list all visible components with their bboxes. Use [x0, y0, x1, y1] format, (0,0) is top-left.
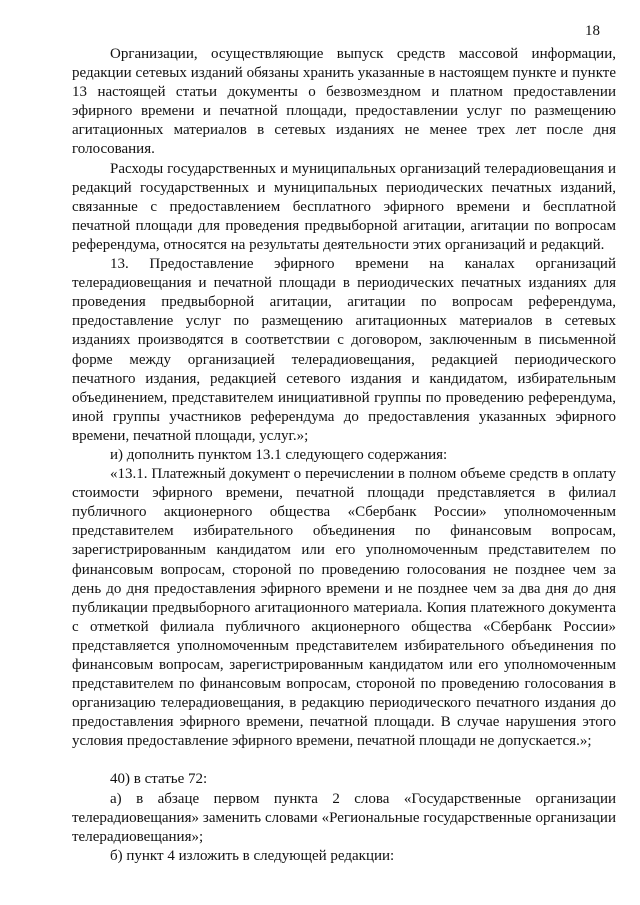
paragraph-article-72-a: а) в абзаце первом пункта 2 слова «Государственные организации телерадиовещания» заменить словами «Региональные государственные организации телерадиовещания»;: [72, 790, 616, 845]
page-number: 18: [585, 23, 600, 39]
paragraph-add-item-13-1: и) дополнить пунктом 13.1 следующего содержания:: [110, 446, 448, 463]
paragraph-media-storage: Организации, осуществляющие выпуск средств массовой информации, редакции сетевых изданий обязаны хранить указанные в настоящем пункте и пункте 13 настоящей статьи документы о безвозмездном и платном предоставлении эфирного времени и печатной площади, предоставлении услуг по размещению агитационных материалов в сетевых изданиях не менее трех лет после дня голосования.: [72, 46, 616, 158]
paragraph-article-72: 40) в статье 72:: [110, 771, 208, 788]
paragraph-article-72-b: б) пункт 4 изложить в следующей редакции:: [110, 847, 395, 864]
paragraph-item-13-1: «13.1. Платежный документ о перечислении в полном объеме средств в оплату стоимости эфирного времени, печатной площади представляется в филиал публичного акционерного общества «Сбербанк России» уполномоченным представителем избирательного объединения по финансовым вопросам, зарегистрированным кандидатом или его уполномоченным представителем по финансовым вопросам, стороной по проведению голосования не позднее чем за день до дня предоставления эфирного времени и не позднее чем за два дня до дня публикации предвыборного агитационного материала. Копия платежного документа с отметкой филиала публичного акционерного общества «Сбербанк России» представляется уполномоченным представителем избирательного объединения по финансовым вопросам, зарегистрированным кандидатом или его уполномоченным представителем по финансовым вопросам, стороной по проведению голосования в организацию телерадиовещания, в редакцию периодического печатного издания до предоставления эфирного времени, печатной площади. В случае нарушения этого условия предоставление эфирного времени, печатной площади не допускается.»;: [72, 466, 616, 750]
paragraph-expenses: Расходы государственных и муниципальных организаций телерадиовещания и редакций государственных и муниципальных периодических печатных изданий, связанные с предоставлением бесплатного эфирного времени и бесплатной печатной площади для проведения предвыборной агитации, агитации по вопросам референдума, относятся на результаты деятельности этих организаций и редакций.: [72, 160, 616, 253]
document-body: [72, 45, 616, 866]
paragraph-item-13: 13. Предоставление эфирного времени на каналах организаций телерадиовещания и печатной площади в периодических печатных изданиях для проведения предвыборной агитации, агитации по вопросам референдума, предоставление услуг по размещению агитационных материалов в сетевых изданиях производятся в соответствии с договором, заключенным в письменной форме между организацией телерадиовещания, редакцией периодического печатного издания, редакцией сетевого издания и кандидатом, избирательным объединением, представителем инициативной группы по проведению референдума, иной группы участников референдума до предоставления указанных эфирного времени, печатной площади, услуг.»;: [72, 256, 616, 444]
